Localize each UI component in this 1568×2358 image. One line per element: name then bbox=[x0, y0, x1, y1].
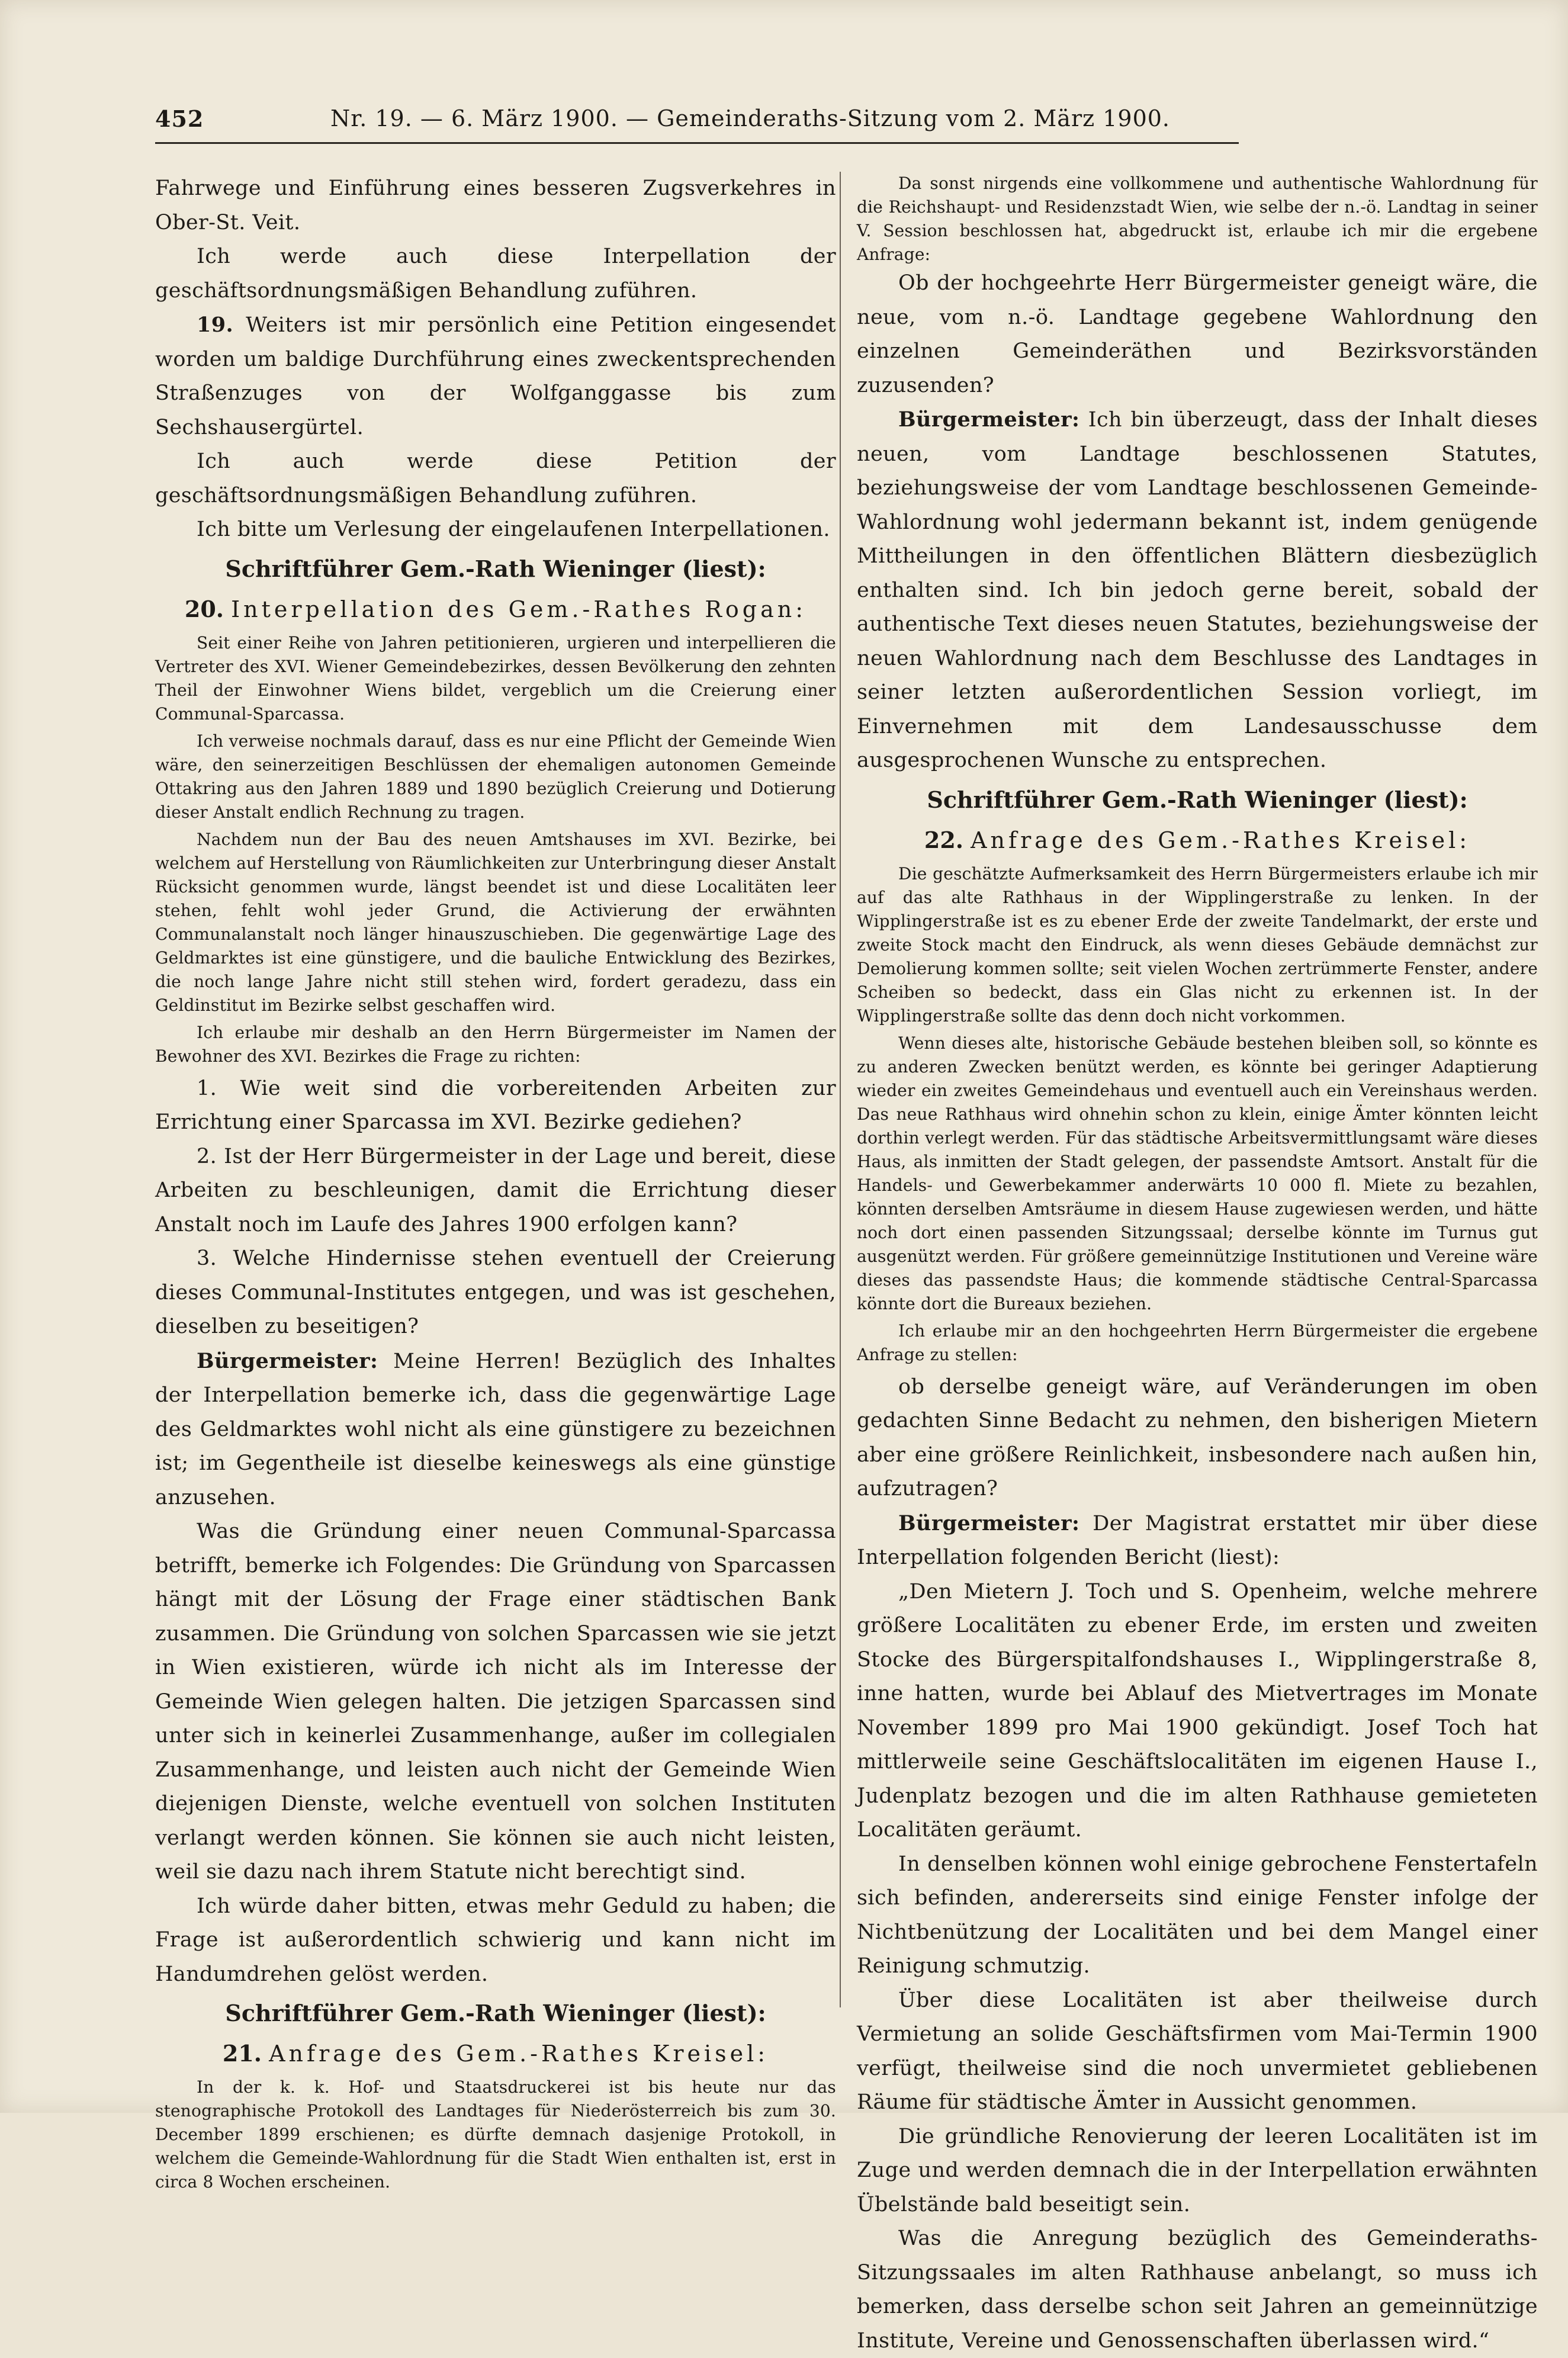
speaker-heading bbox=[857, 782, 1538, 818]
interpellation-heading bbox=[155, 591, 836, 628]
small-paragraph: Seit einer Reihe von Jahren petitionieren, urgieren und interpellieren die Vertreter des XVI. Wiener Gemeindebezirkes, dessen Bevölkerung den zehnten Theil der Einwohner Wiens bildet, vergeblich um die Creierung einer Communal-Sparcassa. bbox=[155, 632, 836, 724]
small-paragraph: Wenn dieses alte, historische Gebäude bestehen bleiben soll, so könnte es zu anderen Zwecken benützt werden, es könnte bei geringer Adaptierung wieder ein zweites Gemeindehaus und eventuell auch ein Vereinshaus werden. Das neue Rathhaus wird ohnehin schon zu klein, einige Ämter könnten leicht dorthin verlegt werden. Für das städtische Arbeitsvermittlungsamt wäre dieses Haus, als inmitten der Stadt gelegen, der passendste Amtsort. Anstalt für die Handels- und Gewerbekammer anderwärts 10 000 fl. Miete zu bezahlen, könnten derselben Amtsräume in diesem Hause zugewiesen werden, und hätte noch dort einen passenden Sitzungssaal; derselbe könnte im Turnus gut ausgenützt werden. Für größere gemeinnützige Institutionen und Vereine wäre dieses das passendste Haus; die kommende städtische Central-Sparcassa könnte dort die Bureaux beziehen. bbox=[857, 1033, 1538, 1313]
answer-paragraph bbox=[857, 403, 1538, 778]
paragraph: Ob der hochgeehrte Herr Bürgermeister geneigt wäre, die neue, vom n.-ö. Landtage gegebene Wahlordnung den einzelnen Gemeinderäthen und Bezirksvorständen zuzusenden? bbox=[857, 271, 1538, 397]
speaker-label: Bürgermeister: bbox=[898, 1511, 1080, 1535]
item-number: 21. bbox=[222, 2040, 262, 2067]
question-3: 3. Welche Hindernisse stehen eventuell der Creierung dieses Communal-Institutes entgegen, und was ist geschehen, dieselben zu beseitigen? bbox=[155, 1247, 836, 1338]
column-divider bbox=[840, 172, 841, 2007]
paragraph: Ich bitte um Verlesung der eingelaufenen Interpellationen. bbox=[197, 518, 830, 541]
answer-text: Meine Herren! Bezüglich des Inhaltes der Interpellation bemerke ich, dass die gegenwärtige Lage des Geldmarktes wohl nicht als eine günstigere zu bezeichnen ist; im Gegentheile ist dieselbe keineswegs als eine günstige anzusehen. bbox=[155, 1349, 837, 1509]
small-paragraph: Nachdem nun der Bau des neuen Amtshauses im XVI. Bezirke, bei welchem auf Herstellung von Räumlichkeiten zur Unterbringung dieser Anstalt Rücksicht genommen wurde, längst beendet ist und diese Localitäten leer stehen, fehlt wohl jeder Grund, die Activierung der erwähnten Communalanstalt noch länger hinauszuschieben. Die gegenwärtige Lage des Geldmarktes ist eine günstigere, und die bauliche Entwicklung des Bezirkes, die noch lange Jahre nicht still stehen wird, fordert geradezu, dass ein Geldinstitut im Bezirke selbst geschaffen wird. bbox=[155, 829, 836, 1015]
question-1: 1. Wie weit sind die vorbereitenden Arbeiten zur Errichtung einer Sparcassa im XVI. Bezirke gediehen? bbox=[155, 1076, 836, 1134]
small-paragraph: In der k. k. Hof- und Staatsdruckerei ist bis heute nur das stenographische Protokoll des Landtages für Niederösterreich bis zum 30. December 1899 erschienen; es dürfte demnach dasjenige Protokoll, in welchem die Gemeinde-Wahlordnung für die Stadt Wien enthalten ist, erst in circa 8 Wochen erscheinen. bbox=[155, 2077, 836, 2192]
small-paragraph: Ich verweise nochmals darauf, dass es nur eine Pflicht der Gemeinde Wien wäre, den seinerzeitigen Beschlüssen der ehemaligen autonomen Gemeinde Ottakring aus den Jahren 1889 und 1890 bezüglich Creierung und Dotierung dieser Anstalt endlich Rechnung zu tragen. bbox=[155, 731, 836, 822]
speaker-label: Bürgermeister: bbox=[197, 1348, 378, 1373]
paragraph: Was die Anregung bezüglich des Gemeinderaths-Sitzungssaales im alten Rathhause anbelangt, so muss ich bemerken, dass derselbe schon seit Jahren an gemeinnützige Institute, Vereine und Genossenschaften überlassen wird.“ bbox=[857, 2227, 1538, 2353]
page-number: 452 bbox=[155, 105, 204, 132]
page-header bbox=[155, 101, 1239, 144]
paragraph: Was die Gründung einer neuen Communal-Sparcassa betrifft, bemerke ich Folgendes: Die Gründung von Sparcassen hängt mit der Lösung der Frage einer städtischen Bank zusammen. Die Gründung von solchen Sparcassen wie sie jetzt in Wien existieren, würde ich nicht als im Interesse der Gemeinde Wien gelegen halten. Die jetzigen Sparcassen sind unter sich in keinerlei Zusammenhange, außer im collegialen Zusammenhange, und leisten auch nicht der Gemeinde Wien diejenigen Dienste, welche eventuell von solchen Instituten verlangt werden können. Sie können sie auch nicht leisten, weil sie dazu nach ihrem Statute nicht berechtigt sind. bbox=[155, 1519, 836, 1884]
item-number: 20. bbox=[184, 595, 224, 622]
small-paragraph: Ich erlaube mir an den hochgeehrten Herrn Bürgermeister die ergebene Anfrage zu stellen: bbox=[857, 1321, 1538, 1364]
item-number: 19. bbox=[197, 313, 234, 337]
answer-paragraph bbox=[155, 1344, 836, 1515]
left-column bbox=[155, 172, 837, 2192]
speaker-label: Schriftführer Gem.-Rath Wieninger (liest): bbox=[927, 786, 1468, 813]
answer-text: Ich bin überzeugt, dass der Inhalt dieses neuen, vom Landtage beschlossenen Statutes, beziehungsweise der vom Landtage beschlossenen Gemeinde-Wahlordnung wohl jedermann bekannt ist, indem genügende Mittheilungen in den öffentlichen Blättern diesbezüglich enthalten sind. Ich bin jedoch gerne bereit, sobald der authentische Text dieses neuen Statutes, beziehungsweise der neuen Wahlordnung nach dem Beschlusse des Landtages in seiner letzten außerordentlichen Session vorliegt, im Einvernehmen mit dem Landesausschusse dem ausgesprochenen Wunsche zu entsprechen. bbox=[857, 408, 1538, 772]
small-paragraph: Ich erlaube mir deshalb an den Herrn Bürgermeister im Namen der Bewohner des XVI. Bezirkes die Frage zu richten: bbox=[155, 1022, 836, 1066]
right-column bbox=[857, 172, 1538, 2353]
speaker-heading bbox=[155, 551, 836, 587]
inquiry-title: Anfrage des Gem.-Rathes Kreisel: bbox=[971, 827, 1471, 853]
speaker-label: Schriftführer Gem.-Rath Wieninger (liest): bbox=[225, 2000, 766, 2026]
item-number: 22. bbox=[924, 826, 964, 853]
answer-text: Der Magistrat erstattet mir über diese Interpellation folgenden Bericht (liest): bbox=[857, 1511, 1538, 1569]
paragraph-text: Weiters ist mir persönlich eine Petition eingesendet worden um baldige Durchführung eines zweckentsprechenden Straßenzuges von der Wolfganggasse bis zum Sechshausergürtel. bbox=[155, 313, 836, 439]
speaker-label: Schriftführer Gem.-Rath Wieninger (liest): bbox=[225, 555, 766, 582]
question-2: 2. Ist der Herr Bürgermeister in der Lage und bereit, diese Arbeiten zu beschleunigen, damit die Errichtung dieser Anstalt noch im Laufe des Jahres 1900 erfolgen kann? bbox=[155, 1144, 836, 1236]
speaker-heading bbox=[155, 1995, 836, 2032]
paragraph: Ich würde daher bitten, etwas mehr Geduld zu haben; die Frage ist außerordentlich schwierig und kann nicht im Handumdrehen gelöst werden. bbox=[155, 1894, 836, 1986]
numbered-paragraph bbox=[155, 308, 836, 445]
paragraph: Ich auch werde diese Petition der geschäftsordnungsmäßigen Behandlung zuführen. bbox=[155, 449, 836, 507]
answer-paragraph bbox=[857, 1506, 1538, 1575]
inquiry-heading bbox=[155, 2035, 836, 2072]
quoted-report: „Den Mietern J. Toch und S. Openheim, welche mehrere größere Localitäten zu ebener Erde, im ersten und zweiten Stocke des Bürgerspitalfondshauses I., Wipplingerstraße 8, inne hatten, wurde bei Ablauf des Mietvertrages im Monate November 1899 pro Mai 1900 gekündigt. Josef Toch hat mittlerweile seine Geschäftslocalitäten im eigenen Hause I., Judenplatz bezogen und die im alten Rathhause gemieteten Localitäten geräumt. bbox=[857, 1579, 1538, 1842]
small-paragraph: Da sonst nirgends eine vollkommene und authentische Wahlordnung für die Reichshaupt- und Residenzstadt Wien, wie selbe der n.-ö. Landtag in seiner V. Session beschlossen hat, abgedruckt ist, erlaube ich mir die ergebene Anfrage: bbox=[857, 174, 1538, 264]
paragraph: ob derselbe geneigt wäre, auf Veränderungen im oben gedachten Sinne Bedacht zu nehmen, den bisherigen Mietern aber eine größere Reinlichkeit, insbesondere nach außen hin, aufzutragen? bbox=[857, 1374, 1538, 1501]
inquiry-title: Anfrage des Gem.-Rathes Kreisel: bbox=[269, 2041, 769, 2067]
interpellation-title: Interpellation des Gem.-Rathes Rogan: bbox=[231, 596, 807, 622]
paragraph: In denselben können wohl einige gebrochene Fenstertafeln sich befinden, andererseits sind einige Fenster infolge der Nichtbenützung der Localitäten und bei dem Mangel einer Reinigung schmutzig. bbox=[857, 1852, 1538, 1978]
running-title: Nr. 19. — 6. März 1900. — Gemeinderaths-Sitzung vom 2. März 1900. bbox=[330, 105, 1171, 131]
paragraph: Die gründliche Renovierung der leeren Localitäten ist im Zuge und werden demnach die in der Interpellation erwähnten Übelstände bald beseitigt sein. bbox=[857, 2124, 1538, 2216]
paragraph: Über diese Localitäten ist aber theilweise durch Vermietung an solide Geschäftsfirmen vom Mai-Termin 1900 verfügt, theilweise sind die noch unvermietet gebliebenen Räume für städtische Ämter in Aussicht genommen. bbox=[857, 1988, 1538, 2114]
paragraph: Fahrwege und Einführung eines besseren Zugsverkehres in Ober-St. Veit. bbox=[155, 176, 836, 234]
speaker-label: Bürgermeister: bbox=[898, 407, 1080, 432]
paragraph: Ich werde auch diese Interpellation der geschäftsordnungsmäßigen Behandlung zuführen. bbox=[155, 245, 836, 303]
inquiry-heading bbox=[857, 822, 1538, 859]
small-paragraph: Die geschätzte Aufmerksamkeit des Herrn Bürgermeisters erlaube ich mir auf das alte Rathhaus in der Wipplingerstraße zu lenken. In der Wipplingerstraße ist es zu ebener Erde der zweite Tandelmarkt, der erste und zweite Stock macht den Eindruck, als wenn dieses Gebäude demnächst zur Demolierung kommen sollte; seit vielen Wochen zertrümmerte Fenster, andere Scheiben so bedeckt, dass ein Glas nicht zu erkennen ist. In der Wipplingerstraße sollte das denn doch nicht vorkommen. bbox=[857, 863, 1538, 1026]
